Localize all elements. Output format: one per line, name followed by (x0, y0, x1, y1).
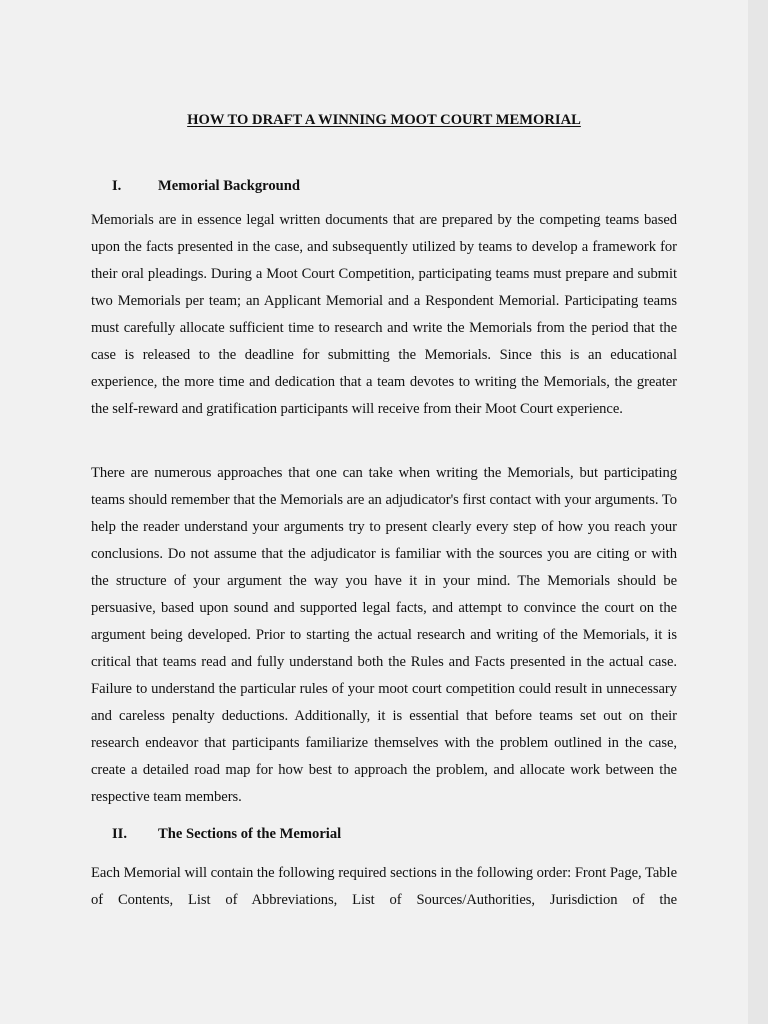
section-number: II. (112, 826, 128, 842)
paragraph: There are numerous approaches that one can take when writing the Memorials, but participating teams should remember that the Memorials are an adjudicator's first contact with your arguments. To help the reader understand your arguments try to present clearly every step of how you reach your conclusions. Do not assume that the adjudicator is familiar with the sources you are citing or with the structure of your argument the way you have it in your mind. The Memorials should be persuasive, based upon sound and supported legal facts, and attempt to convince the court on the argument being developed. Prior to starting the actual research and writing of the Memorials, it is critical that teams read and fully understand both the Rules and Facts presented in the actual case. Failure to understand the particular rules of your moot court competition could result in unnecessary and careless penalty deductions. Additionally, it is essential that before teams set out on their research endeavor that participants familiarize themselves with the problem outlined in the case, create a detailed road map for how best to approach the problem, and allocate work between the respective team members. (91, 465, 677, 805)
paragraph: Each Memorial will contain the following required sections in the following order: Front Page, Table of Contents, List of Abbreviations, List of Sources/Authorities, Jurisdiction of the (91, 865, 677, 908)
section-title: Memorial Background (158, 178, 301, 194)
section-heading-sections-of-memorial (112, 824, 341, 844)
section-title: The Sections of the Memorial (158, 826, 342, 842)
paragraph: Memorials are in essence legal written documents that are prepared by the competing teams based upon the facts presented in the case, and subsequently utilized by teams to develop a framework for their oral pleadings. During a Moot Court Competition, participating teams must prepare and submit two Memorials per team; an Applicant Memorial and a Respondent Memorial. Participating teams must carefully allocate sufficient time to research and write the Memorials from the period that the case is released to the deadline for submitting the Memorials. Since this is an educational experience, the more time and dedication that a team devotes to writing the Memorials, the greater the self-reward and gratification participants will receive from their Moot Court experience. (91, 212, 677, 417)
document-title: HOW TO DRAFT A WINNING MOOT COURT MEMORIAL (187, 112, 581, 128)
section-heading-memorial-background (112, 176, 300, 196)
section-number: I. (112, 178, 122, 194)
